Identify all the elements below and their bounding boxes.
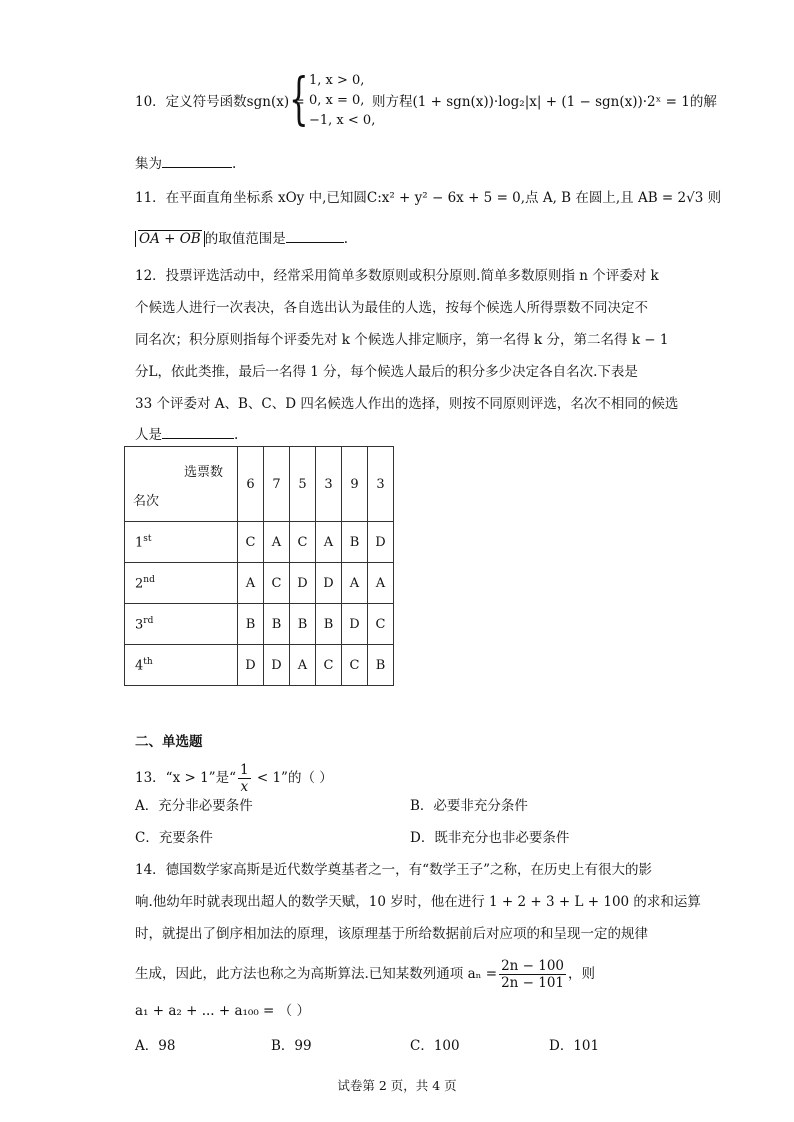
q10-tail (135, 153, 236, 174)
q12-line-2: 个候选人进行一次表决，各自选出认为最佳的人选，按每个候选人所得票数不同决定不 (135, 300, 648, 316)
table-cell: D (264, 645, 290, 686)
table-cell: C (238, 522, 264, 563)
q12-line-6 (135, 424, 238, 445)
rank-number: 2 (135, 576, 144, 592)
vote-count: 3 (368, 447, 394, 522)
q14-line-3: 时，就提出了倒序相加法的原理，该原理基于所给数据前后对应项的和呈现一定的规律 (135, 926, 648, 942)
q13-fraction (238, 762, 251, 795)
q10-answer-blank[interactable] (162, 153, 232, 168)
table-row (125, 522, 394, 563)
q11-vector-sum (135, 231, 205, 247)
q14-fraction (499, 958, 566, 991)
rank-number: 4 (135, 658, 144, 674)
table-cell: B (368, 645, 394, 686)
page-footer: 试卷第 2 页，共 4 页 (337, 1078, 457, 1093)
table-header-row (125, 447, 394, 522)
table-cell: D (238, 645, 264, 686)
table-row (125, 604, 394, 645)
q11-answer-blank[interactable] (286, 228, 344, 243)
q11-line-2-text: 的取值范围是 (204, 231, 286, 247)
rank-suffix: st (143, 533, 152, 544)
vote-count: 3 (316, 447, 342, 522)
q13-stem (135, 762, 333, 795)
q14-line-4 (135, 956, 595, 992)
rank-number: 3 (135, 617, 144, 633)
table-cell: C (316, 645, 342, 686)
header-votes-label: 选票数 (183, 465, 223, 480)
header-rank-label: 名次 (133, 494, 160, 509)
q14-option-a[interactable]: A．98 (135, 1038, 176, 1054)
q12-answer-blank[interactable] (162, 424, 234, 439)
table-cell: A (290, 645, 316, 686)
vote-count: 7 (264, 447, 290, 522)
table-cell: C (290, 522, 316, 563)
rank-label (125, 645, 238, 686)
table-cell: D (342, 604, 368, 645)
table-cell: A (368, 563, 394, 604)
q13-option-d[interactable]: D．既非充分也非必要条件 (410, 830, 570, 846)
table-corner-cell (125, 447, 238, 522)
piecewise-brace: { (289, 67, 309, 132)
rank-suffix: th (143, 656, 153, 667)
q13-den: x (240, 779, 249, 795)
q10-equation: 则方程(1 + sgn(x))·log₂|x| + (1 − sgn(x))·2ˣ = 1的解 (372, 94, 717, 110)
table-cell: A (238, 563, 264, 604)
q12-line-1: 12．投票评选活动中，经常采用简单多数原则或积分原则.简单多数原则指 n 个评委对 k (135, 268, 659, 284)
vote-count: 5 (290, 447, 316, 522)
q10-tail-text: 集为 (135, 156, 162, 172)
q14-num: 2n − 100 (501, 958, 565, 974)
q14-line-4-post: ，则 (568, 966, 596, 982)
table-cell: B (264, 604, 290, 645)
q13-option-b[interactable]: B．必要非充分条件 (410, 798, 528, 814)
table-cell: B (290, 604, 316, 645)
q10-case-2: 0, x = 0, (309, 93, 365, 108)
vote-count: 6 (238, 447, 264, 522)
q14-option-d[interactable]: D．101 (549, 1038, 600, 1054)
rank-label (125, 522, 238, 563)
q14-line-5: a₁ + a₂ + ... + a₁₀₀ = （ ） (135, 1003, 310, 1019)
rank-number: 1 (135, 535, 144, 551)
table-cell: A (264, 522, 290, 563)
table-cell: B (316, 604, 342, 645)
q10-case-3: −1, x < 0, (309, 113, 376, 128)
table-cell: A (316, 522, 342, 563)
q11-line-1: 11．在平面直角坐标系 xOy 中,已知圆C:x² + y² − 6x + 5 = 0,点 A, B 在圆上,且 AB = 2√3 则 (135, 190, 722, 206)
q11-end: . (343, 231, 348, 247)
q12-line-3: 同名次；积分原则指每个评委先对 k 个候选人排定顺序，第一名得 k 分，第二名得 k − 1 (135, 332, 669, 348)
rank-suffix: nd (143, 574, 155, 585)
q14-line-4-pre: 生成，因此，此方法也称之为高斯算法.已知某数列通项 aₙ = (135, 966, 498, 982)
table-row (125, 645, 394, 686)
q14-option-c[interactable]: C．100 (410, 1038, 460, 1054)
q13-option-a[interactable]: A．充分非必要条件 (135, 798, 253, 814)
q14-option-b[interactable]: B．99 (271, 1038, 312, 1054)
table-cell: B (238, 604, 264, 645)
q14-line-1: 14．德国数学家高斯是近代数学奠基者之一，有“数学王子”之称，在历史上有很大的影 (135, 862, 652, 878)
q11-line-2 (135, 228, 348, 249)
rank-suffix: rd (143, 615, 154, 626)
table-cell: D (368, 522, 394, 563)
q10-prefix: 10．定义符号函数sgn(x) = (135, 94, 305, 110)
q11-vector: OA + OB (139, 231, 201, 247)
table-cell: A (342, 563, 368, 604)
q12-line-4: 分L，依此类推，最后一名得 1 分，每个候选人最后的积分多少决定各自名次.下表是 (135, 364, 638, 380)
q10-case-1: 1, x > 0, (309, 73, 365, 88)
q14-line-2: 响.他幼年时就表现出超人的数学天赋，10 岁时，他在进行 1 + 2 + 3 + L + 100 的求和运算 (135, 894, 701, 910)
q13-num: 1 (239, 762, 249, 778)
section-title: 二、单选题 (135, 734, 203, 750)
table-cell: D (290, 563, 316, 604)
rank-label (125, 604, 238, 645)
vote-count: 9 (342, 447, 368, 522)
q13-option-c[interactable]: C．充要条件 (135, 830, 213, 846)
table-cell: C (342, 645, 368, 686)
table-cell: D (316, 563, 342, 604)
q12-line-5: 33 个评委对 A、B、C、D 四名候选人作出的选择，则按不同原则评选，名次不相同的候选 (135, 396, 679, 412)
q12-end: . (234, 427, 239, 443)
table-cell: B (342, 522, 368, 563)
table-row (125, 563, 394, 604)
voting-table (124, 446, 394, 686)
q13-post: < 1”的（ ） (252, 770, 333, 786)
table-cell: C (264, 563, 290, 604)
q13-pre: 13．“x > 1”是“ (135, 770, 236, 786)
table-cell: C (368, 604, 394, 645)
q14-den: 2n − 101 (501, 975, 565, 991)
rank-label (125, 563, 238, 604)
q10-end: . (232, 156, 237, 172)
q12-last-text: 人是 (135, 427, 162, 443)
